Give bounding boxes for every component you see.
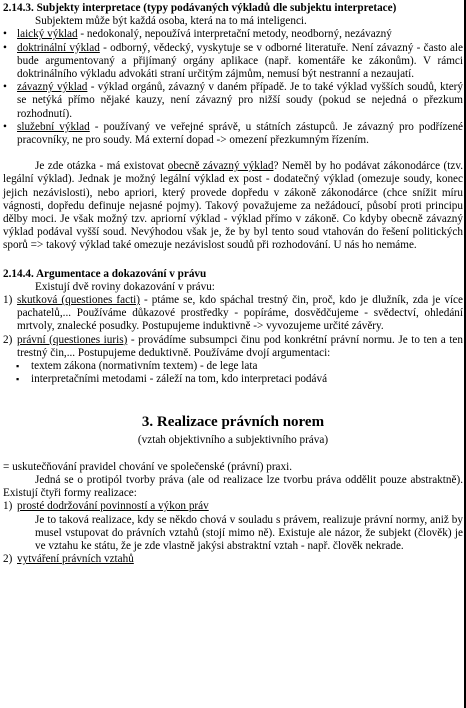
list-item: [3, 500, 463, 513]
term: služební výklad: [17, 120, 90, 133]
list-item: [3, 28, 463, 41]
chapter-subtitle: (vztah objektivního a subjektivního práva): [137, 434, 329, 447]
text: ? Neměl by ho podávat zákonodárce (tzv. legální výklad). Jednak je možný legální výklad ex post - dodatečný výklad (omezuje soudy, konec jejich nezávislosti), nebo apriori, který provede dopředu v zákoně zákonodárce (chce snížit míru vágnosti, dopředu definuje nejasné pojmy). Takový považujeme za nežádoucí, působí proti principu dělby moci. Je však možný tzv. apriorní výklad - výklad přímo v zákoně. Co kdyby obecně závazný výklad podával vyšší soud. Nevýhodou však je, že by byl tento soud vtahován do řešení politických sporů => takový výklad také omezuje nezávislost soudů při rozhodování. U nás ho nemáme.: [3, 160, 463, 252]
spacer: [3, 386, 463, 399]
section-heading-2-14-3: 2.14.3. Subjekty interpretace (typy podávaných výkladů dle subjektu interpretace): [3, 2, 397, 14]
paragraph: Jedná se o protipól tvorby práva (ale od realizace lze tvorbu práva oddělit pouze abstraktně). Existují čtyři formy realizace:: [3, 473, 463, 500]
list-item: [13, 360, 463, 373]
term: laický výklad: [17, 28, 78, 41]
bullet-icon: •: [3, 81, 7, 94]
item-text: - ptáme se, kdo spáchal trestný čin, proč, kdo je dlužník, zda je více pachatelů,... Používáme důkazové prostředky - popíráme, dosvědčujeme - svědectví, ohledání mrtvoly, znalecké posudky. Postupujeme induktivně -> vyvozujeme určité závěry.: [17, 294, 463, 333]
term: vytváření právních vztahů: [17, 553, 134, 566]
item-number: 2): [3, 333, 13, 346]
bullet-icon: •: [3, 28, 7, 41]
term: skutková (questiones facti): [17, 294, 141, 307]
definition: = uskutečňování pravidel chování ve společenské (právní) praxi.: [3, 460, 293, 473]
item-text: - používaný ve veřejné správě, u státních zástupců. Je závazný pro podřízené pracovníky, ne pro soudy. Má externí dopad -> omezení přezkumným řízením.: [17, 120, 464, 147]
section-intro: Existují dvě roviny dokazování v právu:: [35, 280, 215, 293]
text: Je to taková realizace, kdy se někdo chová v souladu s právem, realizuje právní normy, aniž by musel vstupovat do právních vztahů (stojí mimo ně). Existuje ale názor, že subjekt (člověk) je ve vztahu ke státu, že je zde vlastně jakýsi abstraktní vztah - např. člověk nekrade.: [35, 513, 463, 552]
section-heading-2-14-4: 2.14.4. Argumentace a dokazování v právu: [3, 267, 207, 280]
term: právní (questiones iuris): [17, 333, 128, 346]
term: obecně závazný výklad: [167, 160, 274, 173]
bullet-icon: •: [3, 41, 7, 54]
spacer: [3, 253, 463, 266]
item-text: - výklad orgánů, závazný v daném případě. Je to také výklad vyšších soudů, který se netýká přímo nějaké kauzy, není závazný pro nižší soudy (pokud se nejedná o přezkum rozhodnutí).: [17, 81, 464, 120]
bullet-icon: •: [3, 120, 7, 133]
proof-levels-list: [3, 294, 463, 360]
term: prosté dodržování povinností a výkon práv: [17, 500, 209, 513]
list-item: [13, 373, 463, 386]
paragraph: [3, 514, 463, 554]
item-number: 2): [3, 553, 13, 566]
section-intro: Subjektem může být každá osoba, která na to má inteligenci.: [35, 15, 307, 28]
spacer: [3, 448, 463, 461]
item-text: - nedokonalý, nepoužívá interpretační metody, neodborný, nezávazný: [77, 28, 392, 41]
text: Je zde otázka - má existovat: [35, 160, 168, 173]
term: doktrinální výklad: [17, 41, 100, 54]
square-bullet-icon: ▪: [16, 361, 20, 372]
item-text: - odborný, vědecký, vyskytuje se v odborné literatuře. Není závazný - často ale bude argumentovaný a přijímaný orgány aplikace (např. komentáře ke zákonům). V rámci doktrinálního výkladu advokáti straní určitým zájmům, nemusí být nestranní a nezaujatí.: [17, 41, 463, 81]
list-item: [3, 553, 463, 566]
spacer: [3, 147, 463, 160]
chapter-title: 3. Realizace právních norem: [141, 414, 325, 431]
square-bullet-icon: ▪: [16, 374, 20, 385]
document-page: [3, 0, 463, 566]
realization-forms-list-cont: [3, 553, 463, 566]
item-text: - provádíme subsumpci činu pod konkrétní právní normu. Je to ten a ten trestný čin,... Postupujeme deduktivně. Používáme dvojí argumentaci:: [17, 333, 463, 359]
argumentation-list: [13, 360, 463, 386]
paragraph: [3, 160, 463, 252]
item-number: 1): [3, 294, 13, 307]
term: závazný výklad: [17, 81, 88, 94]
list-item: [3, 42, 463, 82]
item-text: textem zákona (normativním textem) - de lege lata: [31, 360, 258, 373]
list-item: [3, 334, 463, 360]
item-number: 1): [3, 500, 13, 513]
item-text: interpretačními metodami - záleží na tom, kdo interpretaci podává: [31, 373, 328, 386]
list-item: [3, 294, 463, 334]
interpretation-subjects-list: [3, 28, 463, 147]
list-item: [3, 81, 463, 121]
realization-forms-list: [3, 500, 463, 513]
list-item: [3, 121, 463, 147]
